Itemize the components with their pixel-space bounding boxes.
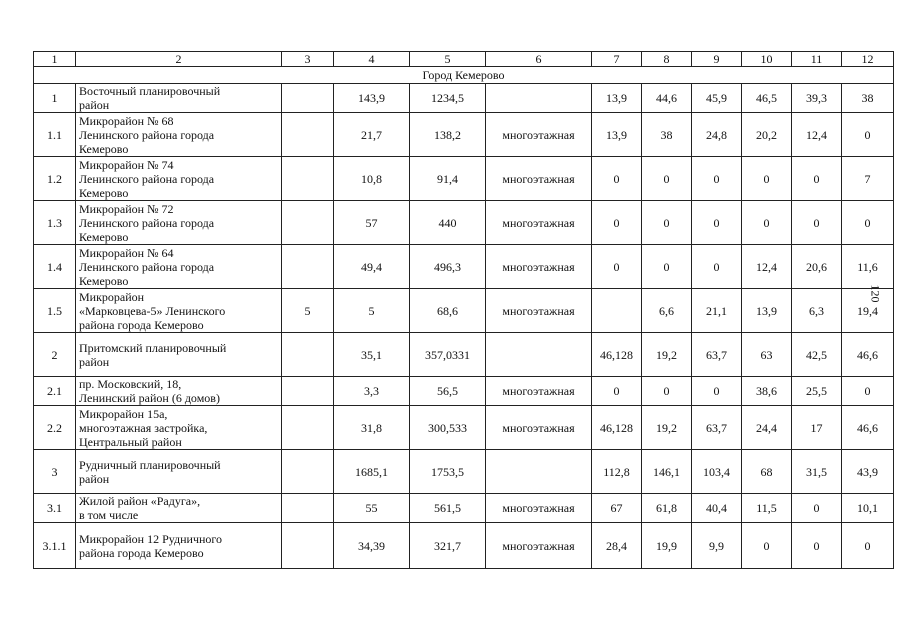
table-cell: 61,8 bbox=[642, 494, 692, 523]
table-cell: 3 bbox=[34, 450, 76, 494]
row-name-cell: Микрорайон 12 Рудничного района города Кемерово bbox=[76, 523, 282, 569]
table-cell: 44,6 bbox=[642, 84, 692, 113]
column-header: 9 bbox=[692, 52, 742, 67]
table-cell: 56,5 bbox=[410, 377, 486, 406]
table-cell: 496,3 bbox=[410, 245, 486, 289]
column-header: 3 bbox=[282, 52, 334, 67]
table-cell bbox=[592, 289, 642, 333]
column-header: 8 bbox=[642, 52, 692, 67]
table-cell: 34,39 bbox=[334, 523, 410, 569]
table-cell: 0 bbox=[792, 157, 842, 201]
table-cell: 3.1.1 bbox=[34, 523, 76, 569]
table-cell: 357,0331 bbox=[410, 333, 486, 377]
table-cell bbox=[282, 494, 334, 523]
table-cell: 0 bbox=[642, 245, 692, 289]
table-cell: 46,6 bbox=[842, 333, 894, 377]
table-row bbox=[34, 157, 894, 201]
table-cell: 38,6 bbox=[742, 377, 792, 406]
table-cell: 6,3 bbox=[792, 289, 842, 333]
table-row bbox=[34, 201, 894, 245]
table-cell: 440 bbox=[410, 201, 486, 245]
row-name-cell: Микрорайон № 68 Ленинского района города Кемерово bbox=[76, 113, 282, 157]
table-cell: 21,7 bbox=[334, 113, 410, 157]
row-name-cell: Микрорайон «Марковцева-5» Ленинского района города Кемерово bbox=[76, 289, 282, 333]
column-header: 11 bbox=[792, 52, 842, 67]
table-cell: 40,4 bbox=[692, 494, 742, 523]
table-cell: 46,128 bbox=[592, 333, 642, 377]
table-cell: 0 bbox=[742, 201, 792, 245]
table-cell: 0 bbox=[692, 201, 742, 245]
table-cell bbox=[282, 333, 334, 377]
table-row bbox=[34, 289, 894, 333]
table-cell: многоэтажная bbox=[486, 289, 592, 333]
table-cell: 0 bbox=[642, 157, 692, 201]
table-cell: 28,4 bbox=[592, 523, 642, 569]
table-cell: 38 bbox=[842, 84, 894, 113]
table-cell: 2.1 bbox=[34, 377, 76, 406]
table-cell: многоэтажная bbox=[486, 245, 592, 289]
table-cell: 1685,1 bbox=[334, 450, 410, 494]
table-cell: 49,4 bbox=[334, 245, 410, 289]
table-body bbox=[34, 52, 894, 569]
table-row bbox=[34, 406, 894, 450]
table-cell bbox=[282, 450, 334, 494]
table-cell: 1234,5 bbox=[410, 84, 486, 113]
table-cell bbox=[282, 157, 334, 201]
row-name-cell: Микрорайон № 64 Ленинского района города Кемерово bbox=[76, 245, 282, 289]
table-cell: 1 bbox=[34, 84, 76, 113]
table-cell: 6,6 bbox=[642, 289, 692, 333]
table-cell: 1.1 bbox=[34, 113, 76, 157]
table-cell: многоэтажная bbox=[486, 523, 592, 569]
table-cell: 7 bbox=[842, 157, 894, 201]
table-cell: 31,5 bbox=[792, 450, 842, 494]
table-cell: 57 bbox=[334, 201, 410, 245]
table-cell bbox=[486, 84, 592, 113]
table-cell: 0 bbox=[842, 523, 894, 569]
table-cell: 1.5 bbox=[34, 289, 76, 333]
column-header: 5 bbox=[410, 52, 486, 67]
table-cell: 9,9 bbox=[692, 523, 742, 569]
table-cell bbox=[282, 84, 334, 113]
header-row bbox=[34, 52, 894, 67]
table-cell bbox=[282, 245, 334, 289]
table-cell: 39,3 bbox=[792, 84, 842, 113]
table-cell bbox=[486, 450, 592, 494]
table-cell: 3.1 bbox=[34, 494, 76, 523]
table-cell: 19,2 bbox=[642, 333, 692, 377]
column-header: 12 bbox=[842, 52, 894, 67]
table-cell: 1.4 bbox=[34, 245, 76, 289]
column-header: 2 bbox=[76, 52, 282, 67]
table-cell: 35,1 bbox=[334, 333, 410, 377]
row-name-cell: Микрорайон № 74 Ленинского района города Кемерово bbox=[76, 157, 282, 201]
table-cell: 5 bbox=[282, 289, 334, 333]
table-cell: 46,6 bbox=[842, 406, 894, 450]
table-cell bbox=[282, 377, 334, 406]
row-name-cell: Микрорайон 15а, многоэтажная застройка, Центральный район bbox=[76, 406, 282, 450]
column-header: 6 bbox=[486, 52, 592, 67]
table-cell: 46,5 bbox=[742, 84, 792, 113]
table-cell: 12,4 bbox=[742, 245, 792, 289]
column-header: 4 bbox=[334, 52, 410, 67]
table-cell: 63,7 bbox=[692, 406, 742, 450]
table-cell: 10,8 bbox=[334, 157, 410, 201]
row-name-cell: Притомский планировочный район bbox=[76, 333, 282, 377]
table-cell: 67 bbox=[592, 494, 642, 523]
table-cell: многоэтажная bbox=[486, 406, 592, 450]
table-cell: 0 bbox=[642, 377, 692, 406]
section-row bbox=[34, 67, 894, 84]
row-name-cell: пр. Московский, 18, Ленинский район (6 домов) bbox=[76, 377, 282, 406]
table-row bbox=[34, 450, 894, 494]
table-cell: 24,4 bbox=[742, 406, 792, 450]
table-cell: 20,6 bbox=[792, 245, 842, 289]
table-cell: 561,5 bbox=[410, 494, 486, 523]
table-cell: 1.2 bbox=[34, 157, 76, 201]
table-cell: 19,9 bbox=[642, 523, 692, 569]
row-name-cell: Рудничный планировочный район bbox=[76, 450, 282, 494]
table-cell: 0 bbox=[642, 201, 692, 245]
table-cell: 20,2 bbox=[742, 113, 792, 157]
table-cell: 12,4 bbox=[792, 113, 842, 157]
table-cell: 0 bbox=[592, 245, 642, 289]
table-cell: 19,2 bbox=[642, 406, 692, 450]
table-row bbox=[34, 494, 894, 523]
table-cell: 0 bbox=[692, 245, 742, 289]
column-header: 7 bbox=[592, 52, 642, 67]
table-cell bbox=[282, 406, 334, 450]
table-cell: 19,4 bbox=[842, 289, 894, 333]
table-row bbox=[34, 113, 894, 157]
table-cell: многоэтажная bbox=[486, 494, 592, 523]
table-cell: 63 bbox=[742, 333, 792, 377]
table-cell: 1.3 bbox=[34, 201, 76, 245]
table-cell: 13,9 bbox=[742, 289, 792, 333]
table-cell: 1753,5 bbox=[410, 450, 486, 494]
table-cell: 68,6 bbox=[410, 289, 486, 333]
table-cell bbox=[282, 523, 334, 569]
table-cell: 25,5 bbox=[792, 377, 842, 406]
table-cell: 17 bbox=[792, 406, 842, 450]
table-cell: 0 bbox=[742, 157, 792, 201]
row-name-cell: Жилой район «Радуга», в том числе bbox=[76, 494, 282, 523]
table-cell: 0 bbox=[592, 157, 642, 201]
table-cell: 55 bbox=[334, 494, 410, 523]
table-cell: 0 bbox=[692, 157, 742, 201]
table-cell: 38 bbox=[642, 113, 692, 157]
table-cell: 0 bbox=[692, 377, 742, 406]
table-cell: 2 bbox=[34, 333, 76, 377]
table-cell: 0 bbox=[592, 201, 642, 245]
table-cell: 11,5 bbox=[742, 494, 792, 523]
section-title: Город Кемерово bbox=[34, 67, 894, 84]
table-cell: 0 bbox=[742, 523, 792, 569]
table-cell: 63,7 bbox=[692, 333, 742, 377]
table-cell: 13,9 bbox=[592, 113, 642, 157]
table-cell: 138,2 bbox=[410, 113, 486, 157]
table-row bbox=[34, 523, 894, 569]
table-cell: 31,8 bbox=[334, 406, 410, 450]
table-cell: 0 bbox=[842, 201, 894, 245]
table-cell: 143,9 bbox=[334, 84, 410, 113]
table-cell: 45,9 bbox=[692, 84, 742, 113]
table-row bbox=[34, 377, 894, 406]
table-cell: 0 bbox=[792, 494, 842, 523]
table-cell: 3,3 bbox=[334, 377, 410, 406]
row-name-cell: Микрорайон № 72 Ленинского района города Кемерово bbox=[76, 201, 282, 245]
table-cell: 24,8 bbox=[692, 113, 742, 157]
table-row bbox=[34, 245, 894, 289]
column-header: 1 bbox=[34, 52, 76, 67]
table-cell: 103,4 bbox=[692, 450, 742, 494]
table-cell: 21,1 bbox=[692, 289, 742, 333]
table-cell: 0 bbox=[592, 377, 642, 406]
column-header: 10 bbox=[742, 52, 792, 67]
table-row bbox=[34, 84, 894, 113]
table-cell: 321,7 bbox=[410, 523, 486, 569]
table-cell: 11,6 bbox=[842, 245, 894, 289]
table-cell: 0 bbox=[842, 113, 894, 157]
table-cell: многоэтажная bbox=[486, 113, 592, 157]
table-cell: многоэтажная bbox=[486, 377, 592, 406]
table-cell: многоэтажная bbox=[486, 157, 592, 201]
table-cell: 146,1 bbox=[642, 450, 692, 494]
table-cell: 5 bbox=[334, 289, 410, 333]
table-cell: 0 bbox=[792, 201, 842, 245]
table-cell: 300,533 bbox=[410, 406, 486, 450]
row-name-cell: Восточный планировочный район bbox=[76, 84, 282, 113]
table-cell: 112,8 bbox=[592, 450, 642, 494]
table-cell bbox=[486, 333, 592, 377]
table-row bbox=[34, 333, 894, 377]
table-cell: 0 bbox=[792, 523, 842, 569]
table-cell: 0 bbox=[842, 377, 894, 406]
table-cell: 68 bbox=[742, 450, 792, 494]
table-cell: 43,9 bbox=[842, 450, 894, 494]
table-cell: 2.2 bbox=[34, 406, 76, 450]
table-cell: 91,4 bbox=[410, 157, 486, 201]
table-cell: 42,5 bbox=[792, 333, 842, 377]
page-number: 120 bbox=[868, 284, 883, 303]
table-cell: многоэтажная bbox=[486, 201, 592, 245]
table-cell bbox=[282, 113, 334, 157]
table-cell: 10,1 bbox=[842, 494, 894, 523]
table-cell: 46,128 bbox=[592, 406, 642, 450]
table-cell bbox=[282, 201, 334, 245]
data-table bbox=[33, 51, 894, 569]
table-cell: 13,9 bbox=[592, 84, 642, 113]
